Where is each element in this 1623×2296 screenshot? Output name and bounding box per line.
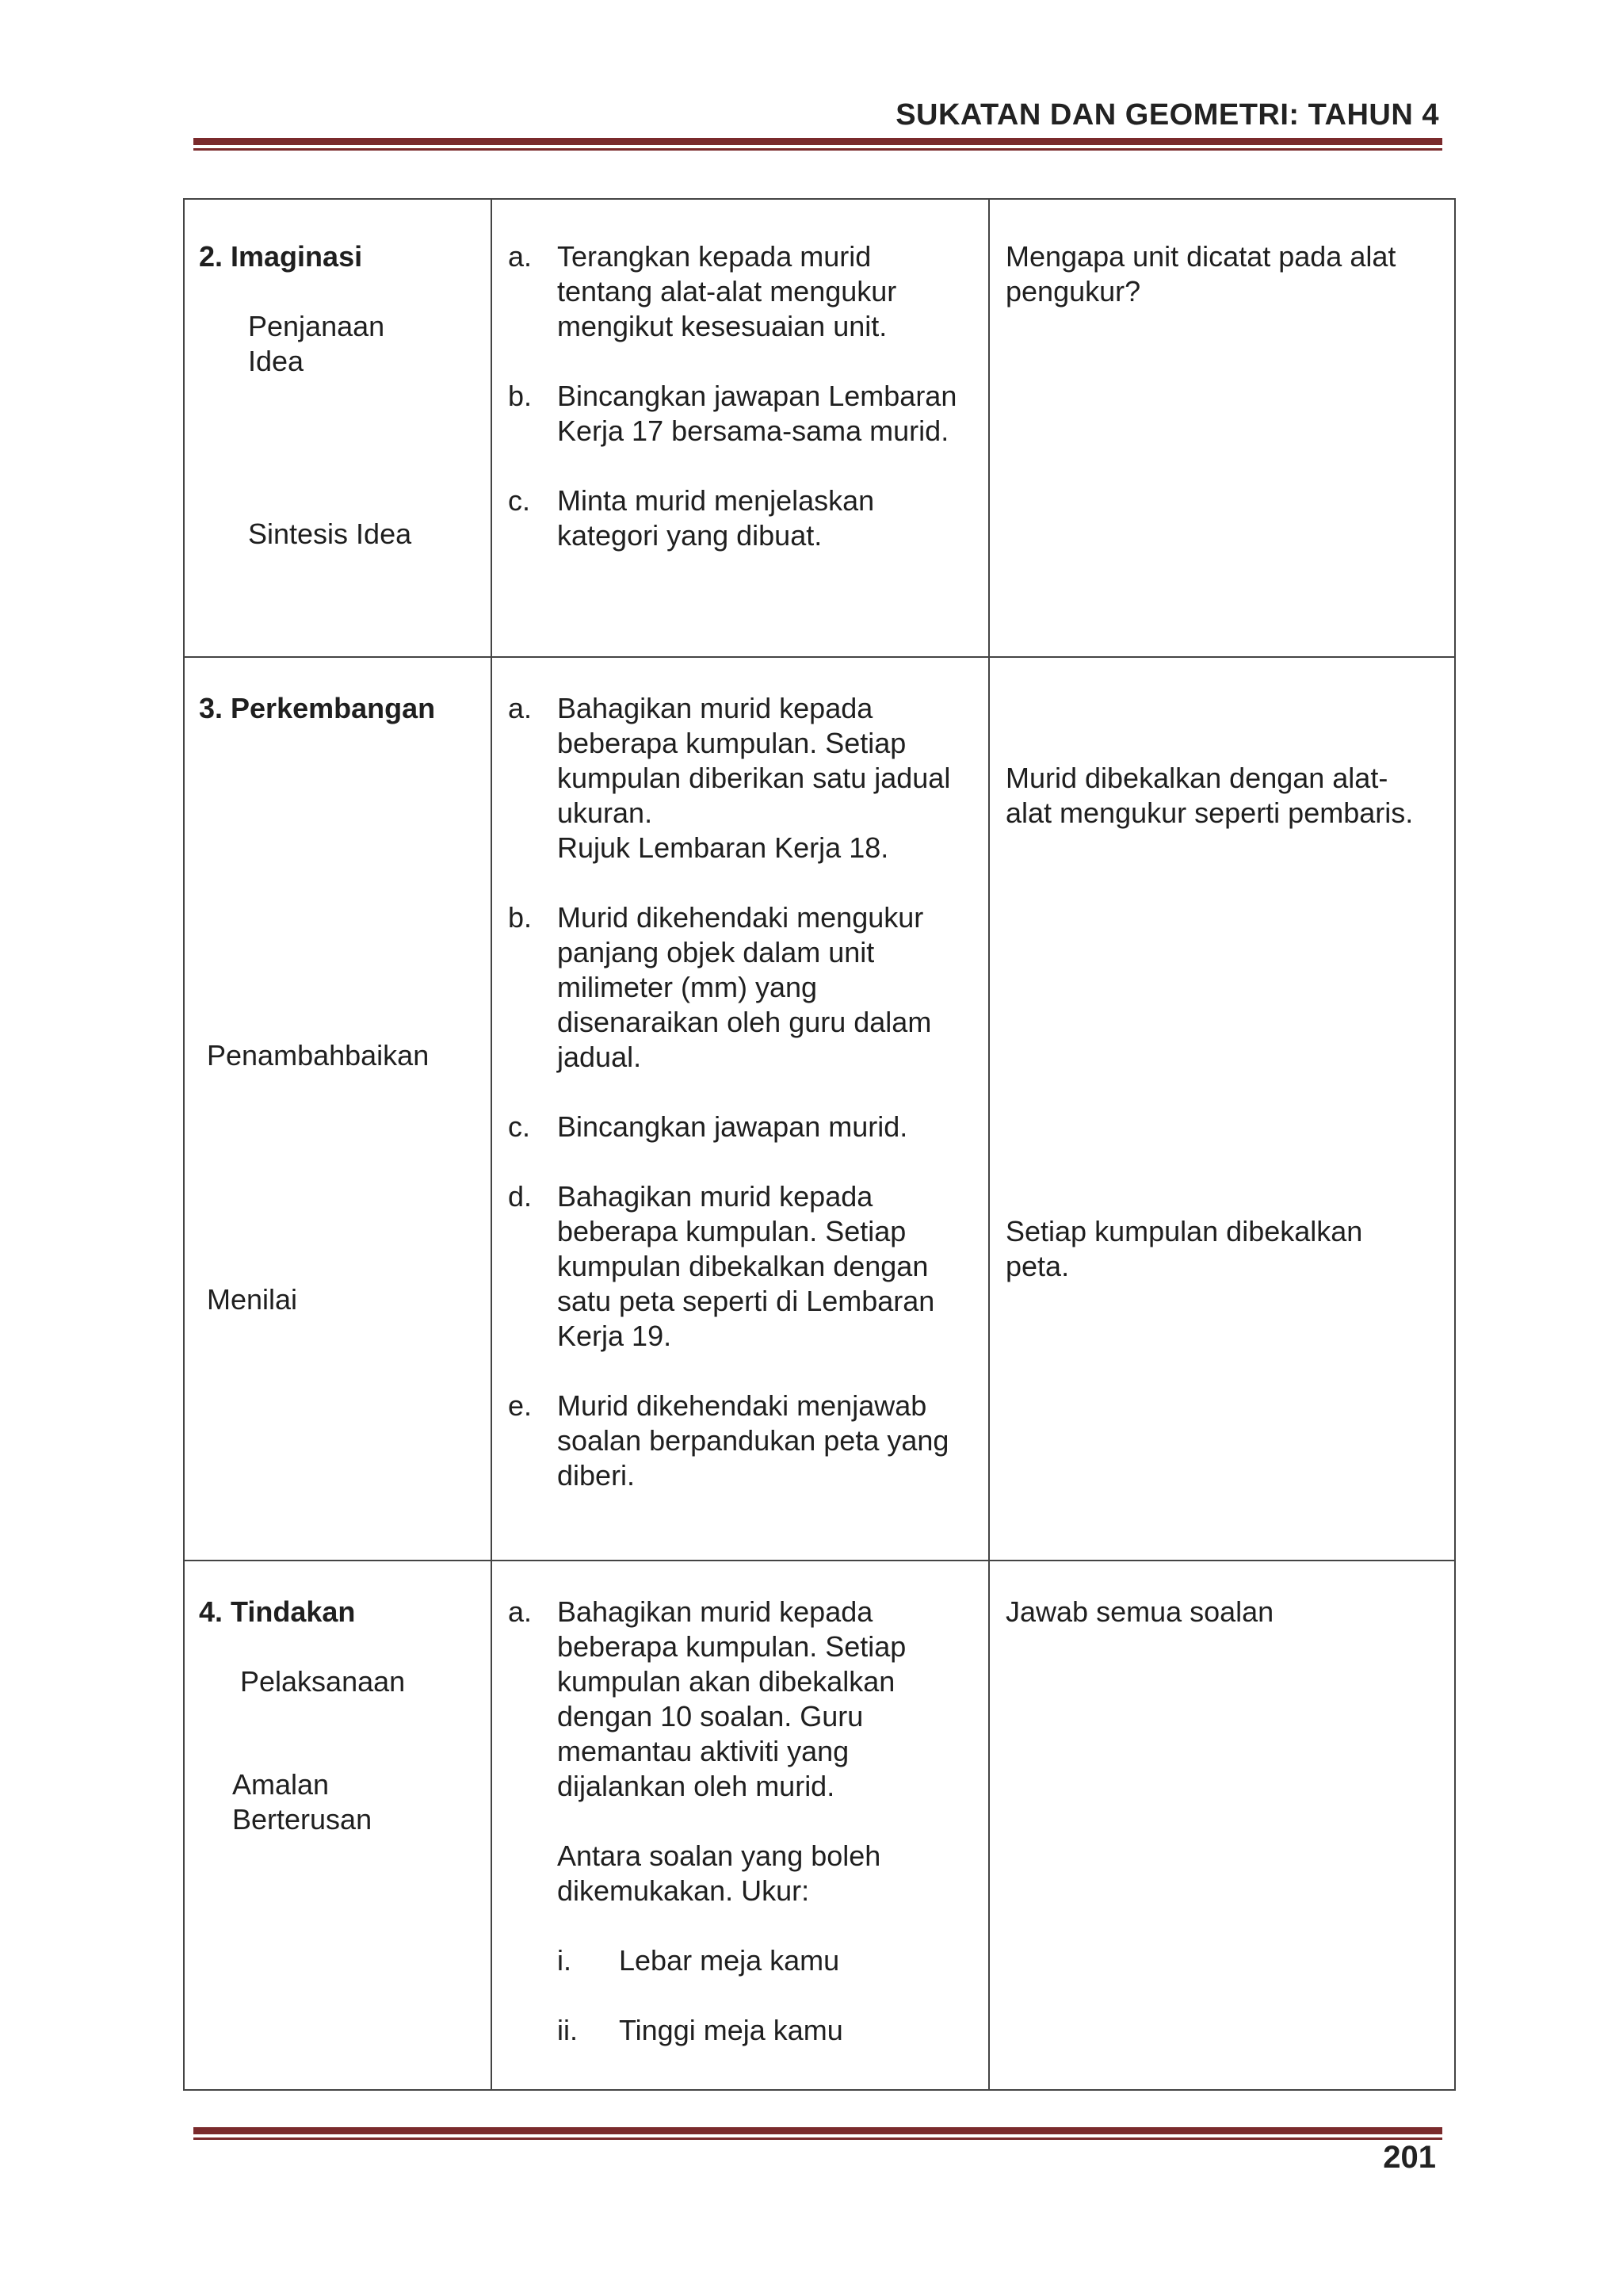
note-text: Setiap kumpulan dibekalkan peta.	[1006, 1215, 1363, 1282]
stage-cell	[184, 199, 491, 657]
list-item: b. Murid dikehendaki mengukur panjang objek dalam unit milimeter (mm) yang disenaraikan oleh guru dalam jadual.	[508, 901, 932, 1073]
page-number: 201	[1383, 2140, 1436, 2175]
activity-cell	[491, 1561, 989, 2090]
sub-label: Penjanaan Idea	[248, 310, 385, 377]
lesson-table	[183, 198, 1456, 2091]
activity-cell	[491, 199, 989, 657]
sub-list-item: ii. Tinggi meja kamu	[557, 2014, 843, 2046]
list-item: d. Bahagikan murid kepada beberapa kumpulan. Setiap kumpulan dibekalkan dengan satu peta seperti di Lembaran Kerja 19.	[508, 1180, 935, 1352]
list-item: e. Murid dikehendaki menjawab soalan berpandukan peta yang diberi.	[508, 1389, 949, 1492]
notes-cell	[989, 199, 1455, 657]
list-item: a. Bahagikan murid kepada beberapa kumpulan. Setiap kumpulan diberikan satu jadual ukuran. Rujuk Lembaran Kerja 18.	[508, 692, 951, 864]
running-header-title: SUKATAN DAN GEOMETRI: TAHUN 4	[896, 98, 1439, 132]
footer-rule	[193, 2127, 1442, 2140]
notes-cell	[989, 657, 1455, 1561]
sub-list-item: i. Lebar meja kamu	[557, 1944, 840, 1977]
stage-title: 2. Imaginasi	[199, 240, 363, 273]
table-row	[184, 657, 1455, 1561]
note-text: Mengapa unit dicatat pada alat pengukur?	[1006, 240, 1396, 308]
stage-cell	[184, 657, 491, 1561]
sub-label: Sintesis Idea	[248, 518, 412, 550]
activity-cell	[491, 657, 989, 1561]
table-row	[184, 1561, 1455, 2090]
sub-label: Pelaksanaan	[240, 1665, 406, 1698]
note-text: Jawab semua soalan	[1006, 1595, 1274, 1628]
stage-cell	[184, 1561, 491, 2090]
note-text: Murid dibekalkan dengan alat-alat mengukur seperti pembaris.	[1006, 762, 1414, 829]
list-item: a. Terangkan kepada murid tentang alat-alat mengukur mengikut kesesuaian unit.	[508, 240, 897, 342]
stage-title: 4. Tindakan	[199, 1595, 356, 1628]
sub-label: Amalan Berterusan	[232, 1768, 372, 1836]
list-item: c. Bincangkan jawapan murid.	[508, 1110, 908, 1143]
header-rule	[193, 138, 1442, 151]
sub-label: Menilai	[207, 1283, 298, 1316]
stage-title: 3. Perkembangan	[199, 692, 436, 724]
notes-cell	[989, 1561, 1455, 2090]
sub-label: Penambahbaikan	[207, 1039, 430, 1072]
list-item: a. Bahagikan murid kepada beberapa kumpulan. Setiap kumpulan akan dibekalkan dengan 10 soalan. Guru memantau aktiviti yang dijalankan oleh murid. Antara soalan yang boleh dikemukakan. Ukur: i. Lebar meja kamu ii. Tinggi meja kamu	[508, 1595, 974, 2048]
list-item: b. Bincangkan jawapan Lembaran Kerja 17 bersama-sama murid.	[508, 380, 957, 447]
table-row	[184, 199, 1455, 657]
list-item: c. Minta murid menjelaskan kategori yang dibuat.	[508, 484, 875, 552]
